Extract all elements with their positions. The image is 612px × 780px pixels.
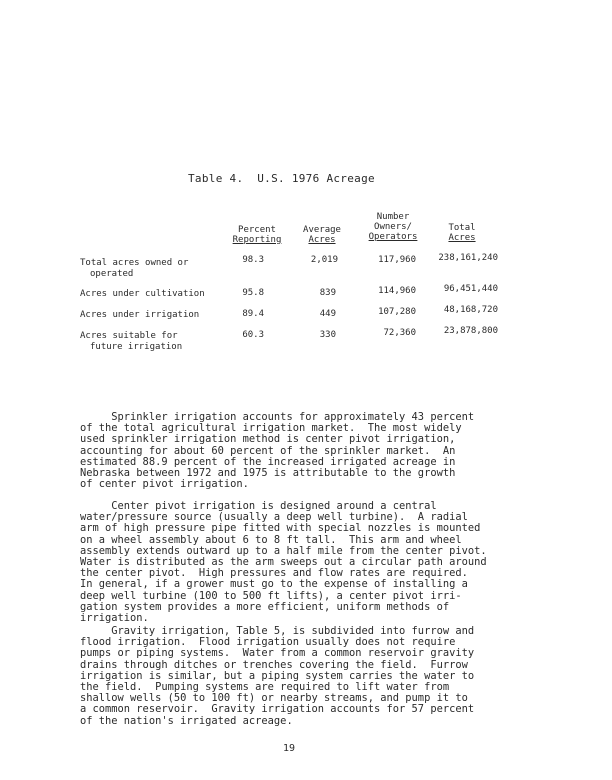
- row-label-line: Total acres owned or: [80, 258, 189, 268]
- cell-average: 330: [319, 330, 336, 340]
- text-line: flood irrigation. Flood irrigation usually does not require: [80, 636, 456, 649]
- text-line: on a wheel assembly about 6 to 8 ft tall. This arm and wheel: [80, 533, 462, 546]
- row-label-future-irrigation: [80, 331, 230, 353]
- header-average-acres: [292, 225, 352, 245]
- cell-total: 48,168,720: [443, 305, 498, 315]
- text-line: Nebraska between 1972 and 1975 is attributable to the growth: [80, 467, 456, 480]
- text-line: irrigation is similar, but a piping system carries the water to: [80, 669, 475, 682]
- row-label-line: Acres under irrigation: [80, 310, 200, 320]
- header-line: Acres: [308, 235, 336, 245]
- text-line: arm of high pressure pipe fitted with special nozzles is mounted: [80, 522, 481, 535]
- cell-percent: 95.8: [242, 288, 264, 298]
- paragraph-center-pivot: [80, 501, 530, 624]
- cell-percent: 98.3: [242, 255, 264, 265]
- text-line: Center pivot irrigation is designed around a central: [80, 500, 437, 512]
- text-line: Gravity irrigation, Table 5, is subdivided into furrow and: [80, 625, 475, 637]
- text-line: accounting for about 60 percent of the sprinkler market. An: [80, 444, 456, 457]
- text-line: Water is distributed as the arm sweeps out a circular path around: [80, 556, 487, 569]
- row-label-line: operated: [90, 269, 134, 279]
- cell-percent: 89.4: [242, 309, 264, 319]
- cell-number: 72,360: [383, 328, 416, 338]
- cell-number: 114,960: [378, 286, 416, 296]
- text-line: estimated 88.9 percent of the increased irrigated acreage in: [80, 455, 456, 468]
- header-number-owners-operators: [358, 212, 428, 242]
- cell-average: 2,019: [310, 255, 338, 265]
- cell-average: 449: [319, 309, 336, 319]
- header-line: Average: [303, 225, 341, 235]
- cell-average: 839: [319, 288, 336, 298]
- header-percent-reporting: [222, 225, 292, 245]
- header-line: Percent: [238, 225, 276, 235]
- text-line: irrigation.: [80, 612, 149, 625]
- page-number: 19: [283, 743, 296, 754]
- header-line: Owners/: [374, 222, 412, 232]
- text-line: assembly extends outward up to a half mile from the center pivot.: [80, 544, 487, 557]
- cell-percent: 60.3: [242, 330, 264, 340]
- text-line: drains through ditches or trenches covering the field. Furrow: [80, 658, 468, 671]
- text-line: of center pivot irrigation.: [80, 478, 249, 491]
- text-line: Sprinkler irrigation accounts for approximately 43 percent: [80, 411, 475, 423]
- cell-total: 238,161,240: [438, 253, 498, 263]
- text-line: gation system provides a more efficient, uniform methods of: [80, 600, 450, 613]
- cell-number: 117,960: [378, 255, 416, 265]
- text-line: deep well turbine (100 to 500 ft lifts), a center pivot irri-: [80, 589, 462, 602]
- paragraph-gravity: [80, 626, 530, 727]
- paragraph-sprinkler: [80, 412, 530, 490]
- header-line: Total: [448, 223, 476, 233]
- row-label-line: Acres suitable for: [80, 331, 178, 341]
- text-line: the field. Pumping systems are required to lift water from: [80, 681, 450, 694]
- row-label-total-acres: [80, 258, 230, 280]
- table-title: Table 4. U.S. 1976 Acreage: [188, 172, 375, 185]
- header-line: Operators: [368, 232, 418, 242]
- text-line: a common reservoir. Gravity irrigation accounts for 57 percent: [80, 703, 475, 716]
- text-line: of the total agricultural irrigation market. The most widely: [80, 422, 462, 435]
- cell-number: 107,280: [378, 307, 416, 317]
- text-line: the center pivot. High pressures and flow rates are required.: [80, 567, 468, 580]
- header-line: Acres: [448, 233, 476, 243]
- row-label-cultivation: [80, 289, 230, 300]
- header-line: Number: [376, 212, 410, 222]
- header-total-acres: [432, 223, 492, 243]
- text-line: In general, if a grower must go to the expense of installing a: [80, 578, 468, 591]
- row-label-line: future irrigation: [90, 342, 183, 352]
- text-line: of the nation's irrigated acreage.: [80, 714, 293, 727]
- cell-total: 96,451,440: [443, 284, 498, 294]
- text-line: water/pressure source (usually a deep well turbine). A radial: [80, 511, 468, 524]
- text-line: pumps or piping systems. Water from a common reservoir gravity: [80, 647, 475, 660]
- text-line: used sprinkler irrigation method is center pivot irrigation,: [80, 433, 456, 446]
- text-line: shallow wells (50 to 100 ft) or nearby streams, and pump it to: [80, 692, 468, 705]
- header-line: Reporting: [232, 235, 282, 245]
- row-label-line: Acres under cultivation: [80, 289, 205, 299]
- cell-total: 23,878,800: [443, 326, 498, 336]
- row-label-irrigation: [80, 310, 230, 321]
